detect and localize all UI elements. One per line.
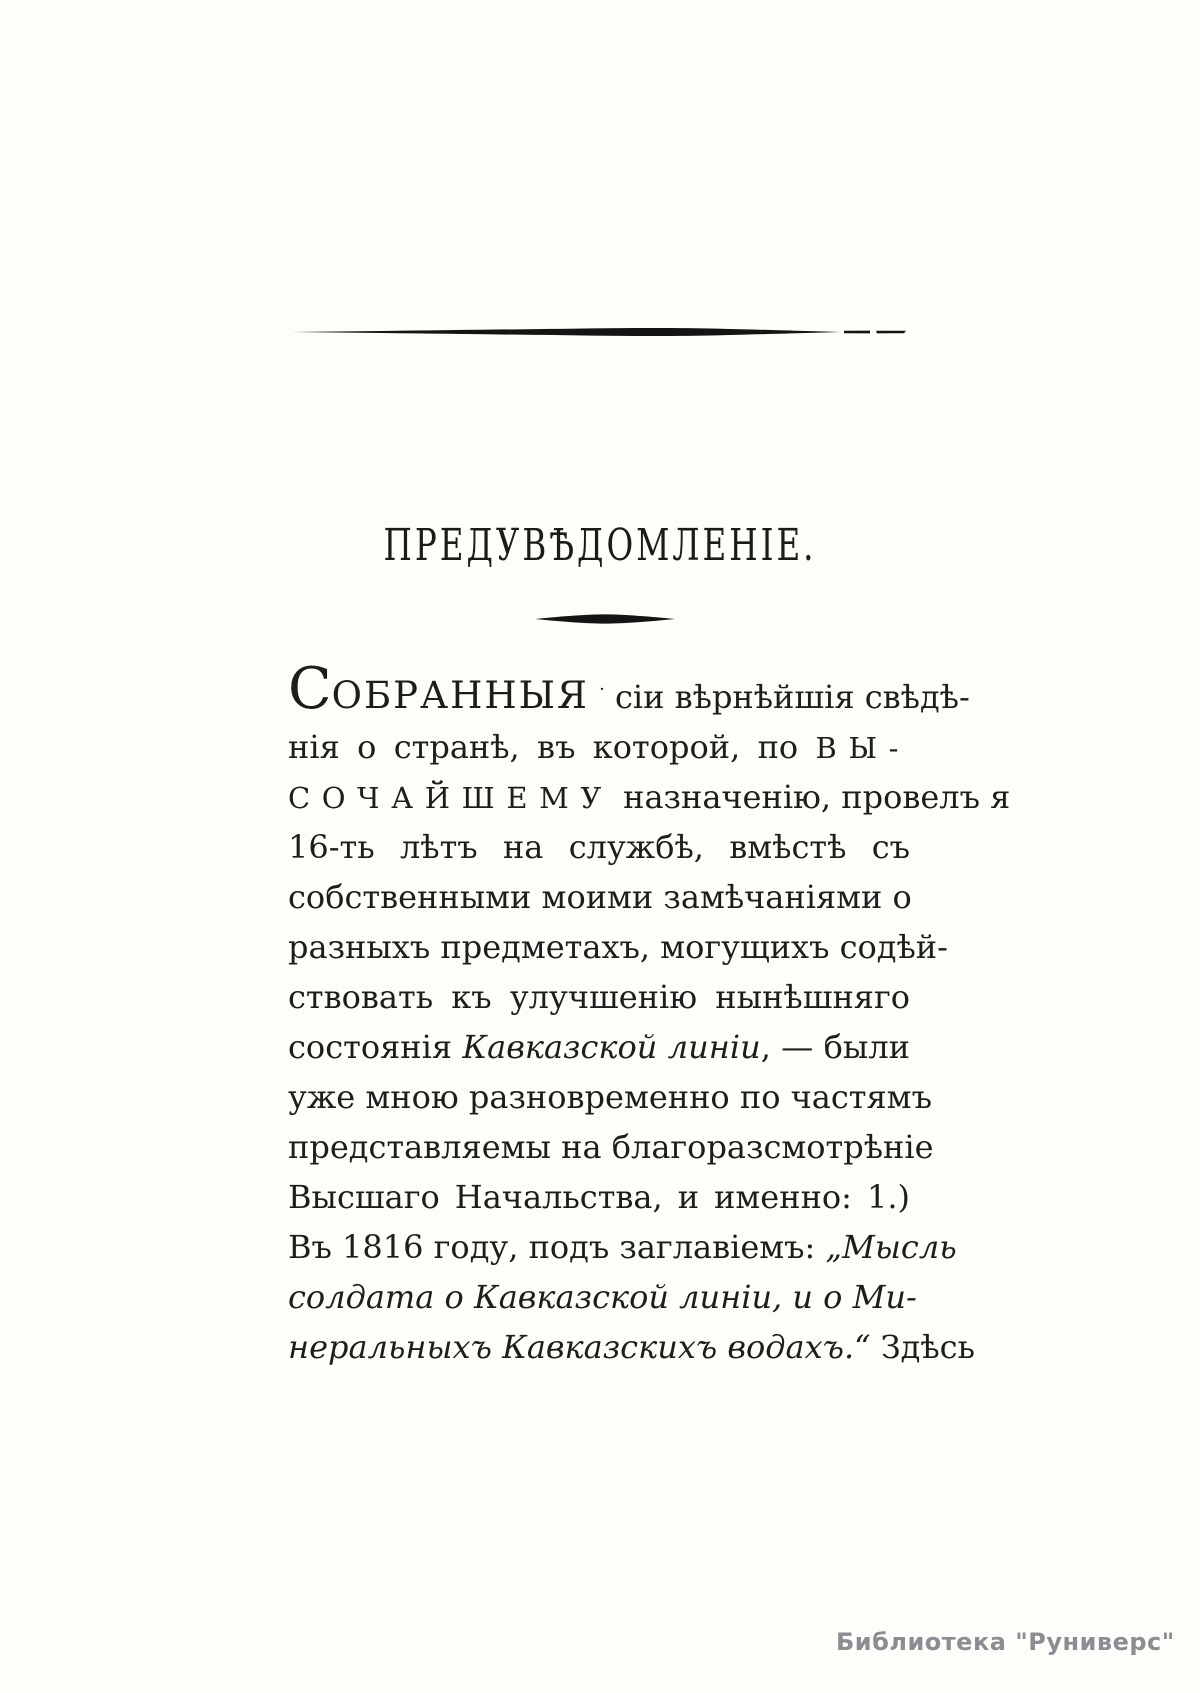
text-segment: , — были	[760, 1028, 910, 1066]
text-segment: Высшаго Начальства, и именно: 1.)	[288, 1178, 910, 1216]
text-line	[288, 922, 948, 972]
text-line	[288, 722, 910, 772]
text-line	[288, 1222, 957, 1272]
text-line	[288, 1322, 975, 1372]
text-segment: ·	[599, 679, 605, 700]
text-segment: сіи вѣрнѣйшія свѣдѣ-	[604, 678, 970, 716]
header-rule	[292, 324, 906, 340]
text-segment: назначенію, провелъ я	[612, 778, 1011, 816]
text-line	[288, 1022, 910, 1072]
text-segment: „Мысль	[825, 1228, 957, 1266]
text-segment: нія о странѣ, въ которой, по	[288, 728, 816, 766]
page-title: ПРЕДУВѢДОМЛЕНІЕ.	[383, 520, 817, 571]
text-segment: ОБРАННЫЯ	[331, 674, 589, 717]
text-segment: ВЫ-	[815, 731, 910, 765]
text-line	[288, 772, 1011, 822]
text-segment: Здѣсь	[870, 1328, 975, 1366]
text-segment	[589, 678, 599, 716]
text-line	[288, 972, 910, 1022]
text-segment: разныхъ предметахъ, могущихъ содѣй-	[288, 928, 948, 966]
text-segment: Въ 1816 году, подъ заглавіемъ:	[288, 1228, 826, 1266]
text-segment: неральныхъ Кавказскихъ водахъ.“	[288, 1328, 871, 1366]
watermark: Библиотека "Руниверс"	[836, 1628, 1175, 1656]
text-segment: состоянія	[288, 1028, 463, 1066]
text-segment: Кавказской линіи	[462, 1028, 761, 1066]
text-line	[288, 872, 910, 922]
text-segment: уже мною разновременно по частямъ	[288, 1078, 932, 1116]
text-segment: солдата о Кавказской линіи, и о Ми-	[288, 1278, 917, 1316]
paragraph-text	[288, 656, 1011, 1372]
section-divider	[535, 612, 675, 626]
text-line	[288, 1072, 932, 1122]
text-segment: 16-ть лѣтъ на службѣ, вмѣстѣ съ	[288, 828, 910, 866]
text-segment: ствовать къ улучшенію нынѣшняго	[288, 978, 910, 1016]
text-segment: собственными моими замѣчаніями о	[288, 878, 912, 916]
text-segment: представляемы на благоразсмотрѣніе	[288, 1128, 934, 1166]
text-line	[288, 656, 970, 722]
text-line	[288, 1122, 934, 1172]
text-line	[288, 1172, 910, 1222]
text-segment: С	[288, 656, 332, 722]
text-line	[288, 822, 910, 872]
text-segment: СОЧАЙШЕМУ	[288, 781, 613, 815]
text-line	[288, 1272, 917, 1322]
